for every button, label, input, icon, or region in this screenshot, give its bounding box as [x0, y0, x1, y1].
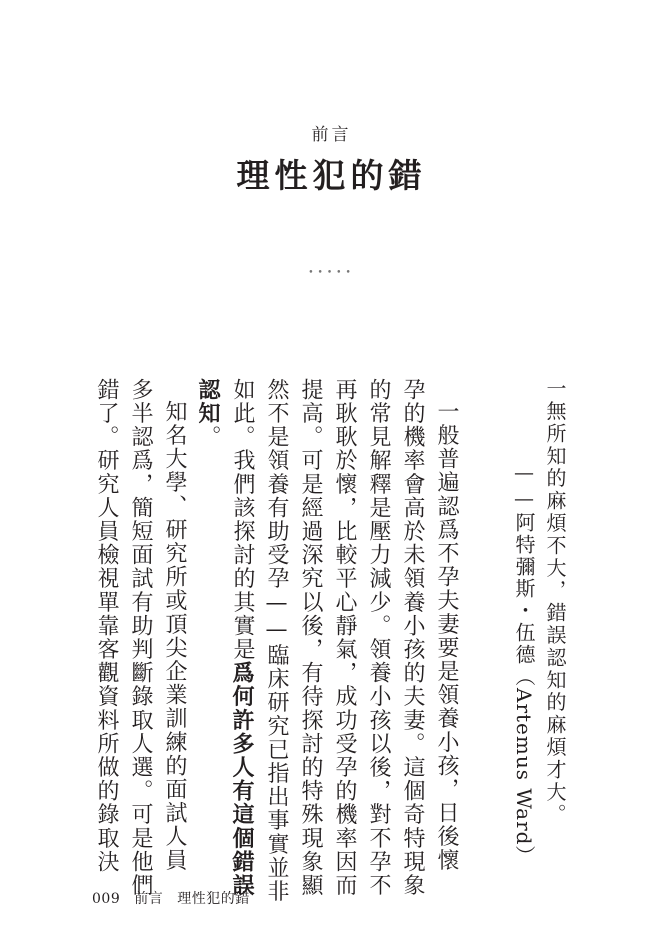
ornament-dots: •••••	[308, 268, 355, 278]
body-column-with-emphasis	[231, 378, 253, 897]
chapter-title: 理性犯的錯	[236, 156, 427, 195]
body-column: 多半認爲，簡短面試有助判斷錄取人選。可是他們	[128, 378, 153, 898]
body-column: 提高。可是經過深究以後，有待探討的特殊現象顯	[298, 378, 323, 898]
emphasis-text: 爲何許多人有這個錯誤	[229, 661, 255, 898]
body-column: 的常見解釋是壓力減少。領養小孩以後，對不孕不	[366, 378, 391, 898]
page-footer	[92, 888, 264, 908]
epigraph-attribution	[514, 460, 534, 867]
attribution-suffix: ）	[512, 845, 536, 868]
body-column: 然不是領養有助受孕——臨床研究已指出事實並非	[264, 378, 289, 904]
body-column: 錯了。研究人員檢視單靠客觀資料所做的錄取決	[94, 378, 119, 874]
attribution-prefix: ——阿特彌斯・伍德（	[512, 460, 536, 688]
body-column: 再耿耿於懷，比較平心靜氣，成功受孕的機率因而	[332, 378, 357, 898]
body-text: 如此。我們該探討的其實是	[230, 378, 255, 662]
body-column: 一般普遍認爲不孕夫妻要是領養小孩，日後懷	[434, 400, 459, 872]
body-column-with-emphasis	[197, 378, 219, 449]
emphasis-text: 認知	[195, 378, 221, 426]
page-number: 009	[92, 891, 121, 907]
footer-title: 理性犯的錯	[177, 891, 250, 907]
footer-section: 前言	[134, 891, 164, 907]
epigraph-line: 一無所知的麻煩不大，錯誤認知的麻煩才大。	[543, 378, 567, 826]
chapter-label: 前言	[311, 125, 352, 145]
attribution-name: Artemus Ward	[512, 688, 536, 846]
body-text: 。	[196, 425, 221, 449]
body-column: 孕的機率會高於未領養小孩的夫妻。這個奇特現象	[400, 378, 425, 898]
body-column: 知名大學、研究所或頂尖企業訓練的面試人員	[162, 400, 187, 872]
